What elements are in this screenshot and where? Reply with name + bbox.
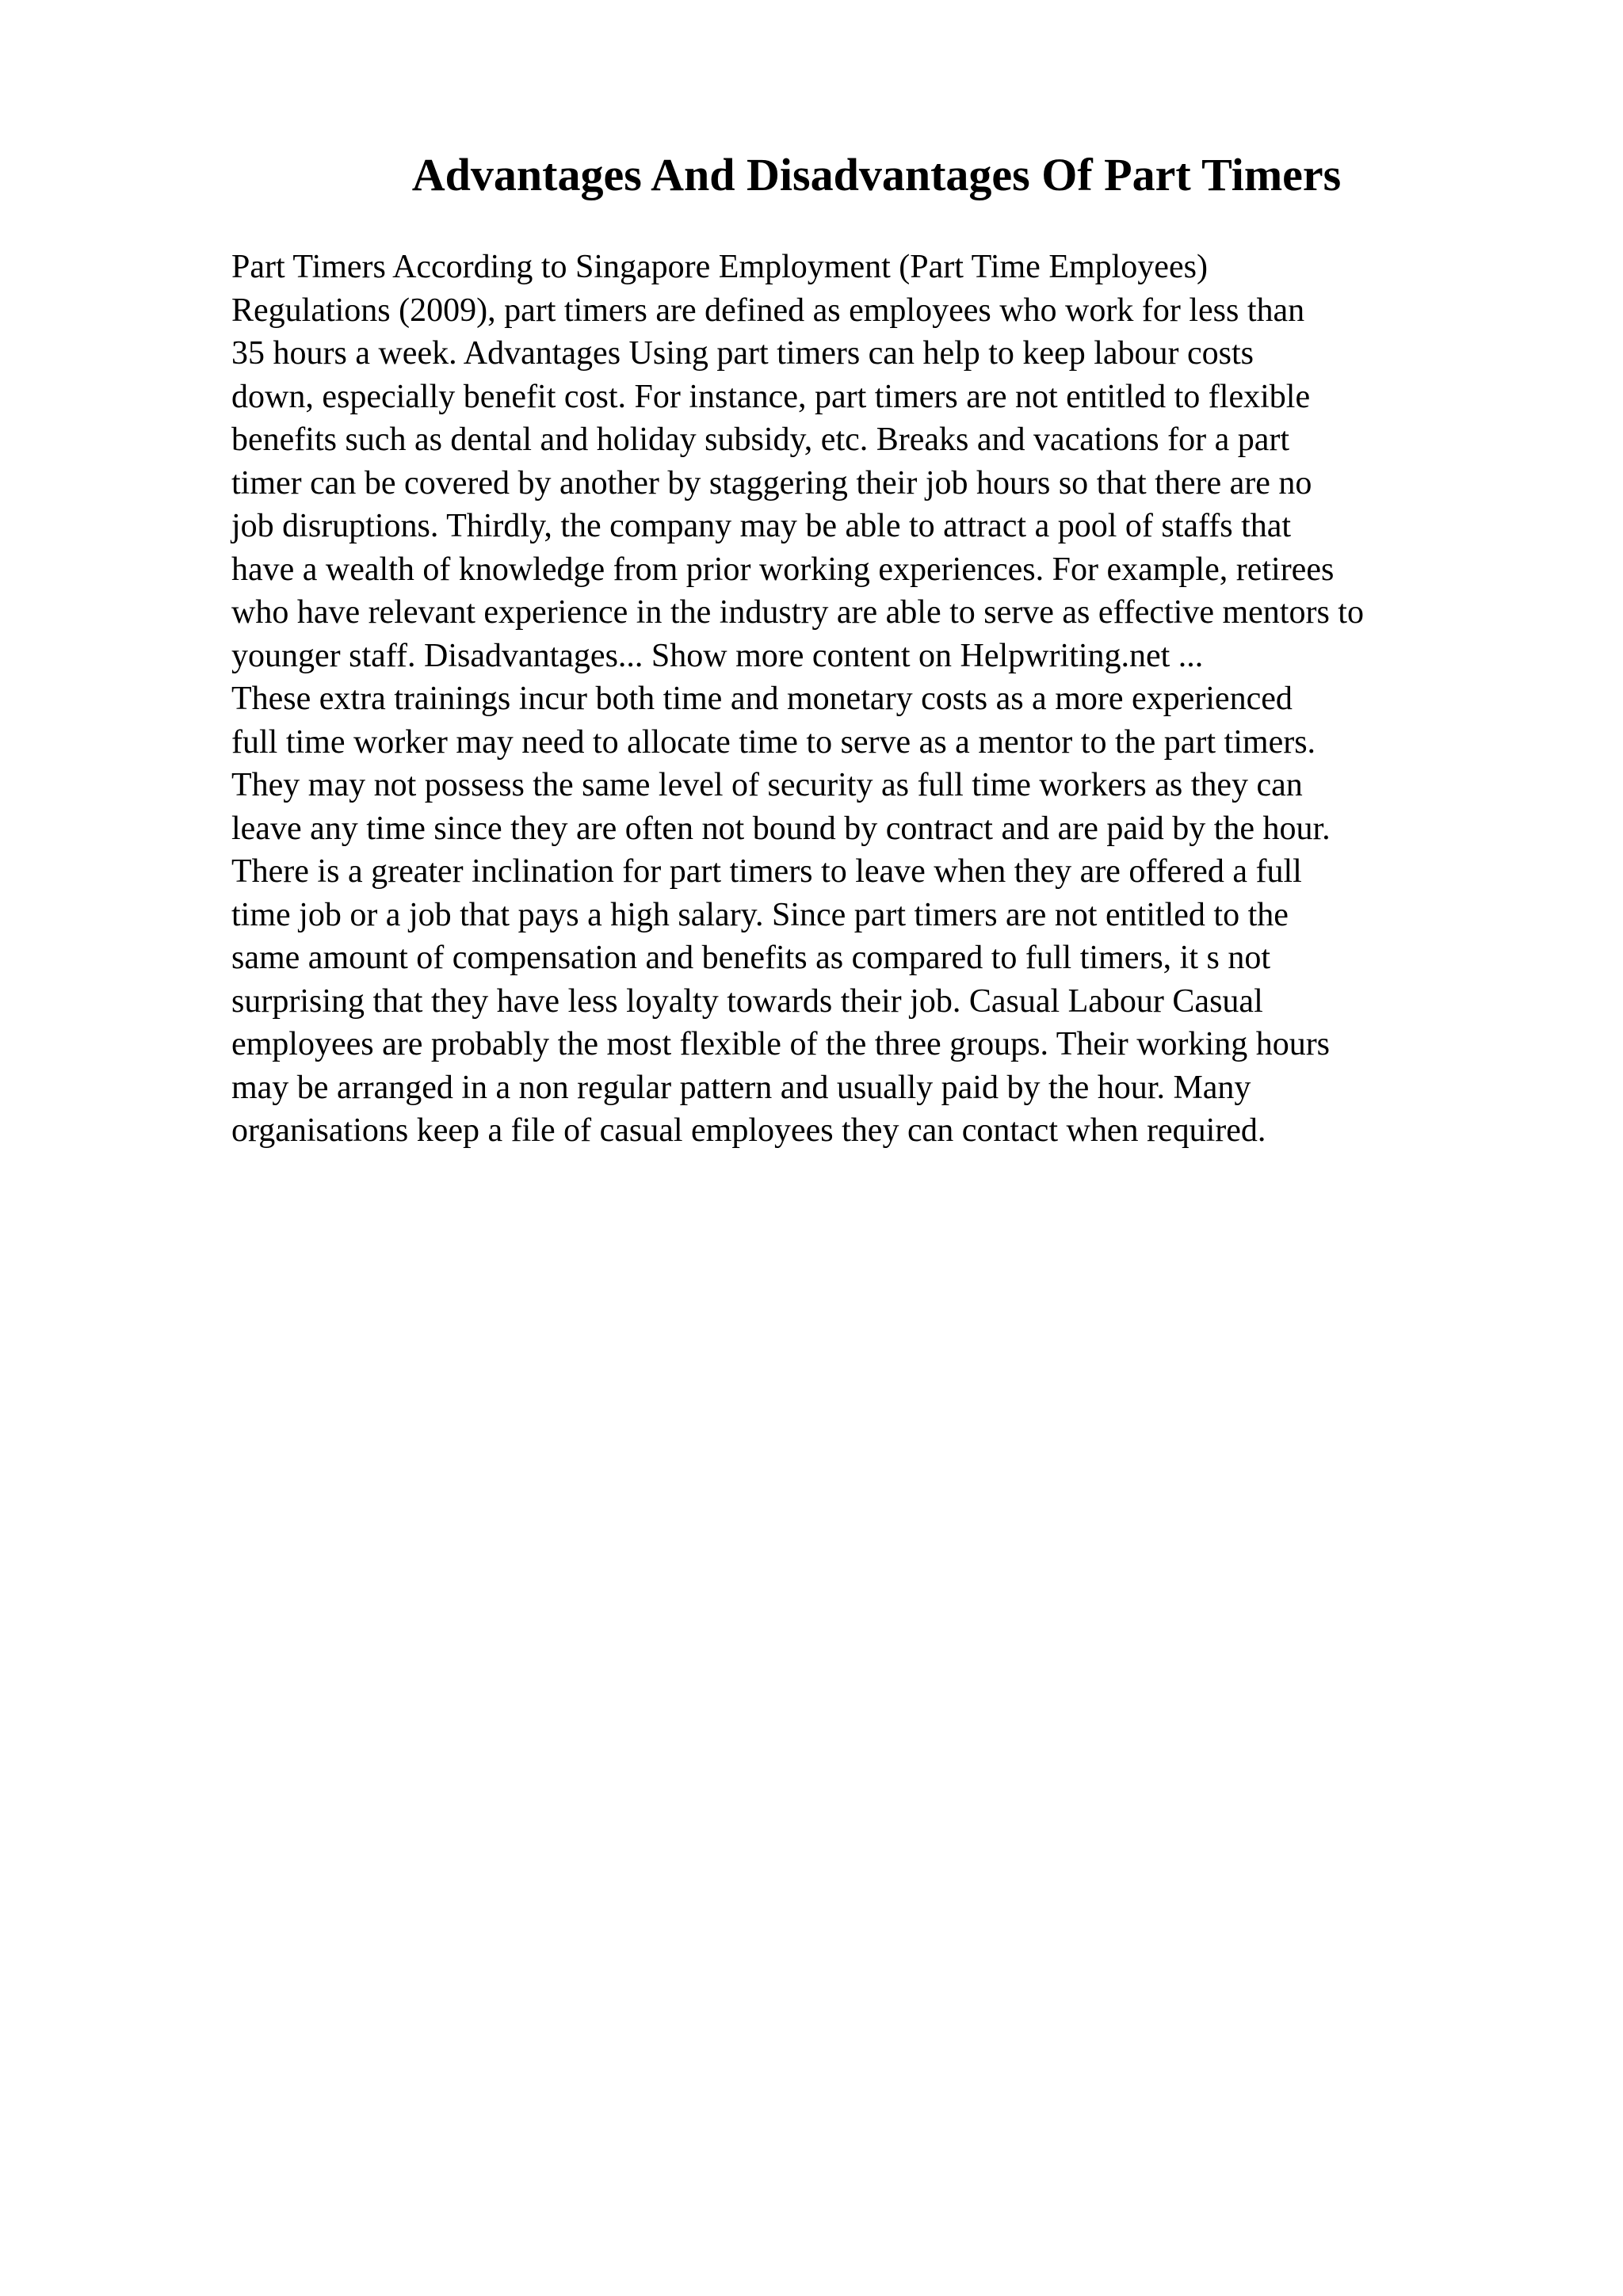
document-body	[231, 246, 1579, 1153]
body-line: surprising that they have less loyalty towards their job. Casual Labour Casual	[231, 982, 1263, 1020]
body-line: who have relevant experience in the industry are able to serve as effective mentors to	[231, 594, 1364, 631]
body-line: They may not possess the same level of security as full time workers as they can	[231, 767, 1303, 803]
body-line: down, especially benefit cost. For instance, part timers are not entitled to flexible	[231, 378, 1311, 415]
body-line: Regulations (2009), part timers are defined as employees who work for less than	[231, 292, 1305, 329]
body-line: There is a greater inclination for part timers to leave when they are offered a full	[231, 853, 1302, 890]
body-line: time job or a job that pays a high salary. Since part timers are not entitled to the	[231, 896, 1289, 933]
body-line: job disruptions. Thirdly, the company may be able to attract a pool of staffs that	[231, 508, 1292, 544]
body-line: younger staff. Disadvantages... Show more content on Helpwriting.net ...	[231, 637, 1204, 674]
body-line: have a wealth of knowledge from prior working experiences. For example, retirees	[231, 551, 1335, 588]
body-line: same amount of compensation and benefits as compared to full timers, it s not	[231, 940, 1271, 976]
body-line: may be arranged in a non regular pattern and usually paid by the hour. Many	[231, 1069, 1251, 1106]
body-line: organisations keep a file of casual employees they can contact when required.	[231, 1112, 1266, 1149]
body-line: These extra trainings incur both time and monetary costs as a more experienced	[231, 681, 1293, 717]
document-title: Advantages And Disadvantages Of Part Timers	[411, 149, 1342, 200]
body-line: timer can be covered by another by staggering their job hours so that there are no	[231, 464, 1312, 502]
body-line: employees are probably the most flexible of the three groups. Their working hours	[231, 1026, 1331, 1062]
body-line: leave any time since they are often not bound by contract and are paid by the hour.	[231, 810, 1331, 847]
body-line: full time worker may need to allocate time to serve as a mentor to the part timers.	[231, 723, 1316, 761]
body-line: Part Timers According to Singapore Employment (Part Time Employees)	[231, 249, 1208, 285]
body-line: benefits such as dental and holiday subsidy, etc. Breaks and vacations for a part	[231, 421, 1290, 458]
body-line: 35 hours a week. Advantages Using part timers can help to keep labour costs	[231, 335, 1254, 372]
